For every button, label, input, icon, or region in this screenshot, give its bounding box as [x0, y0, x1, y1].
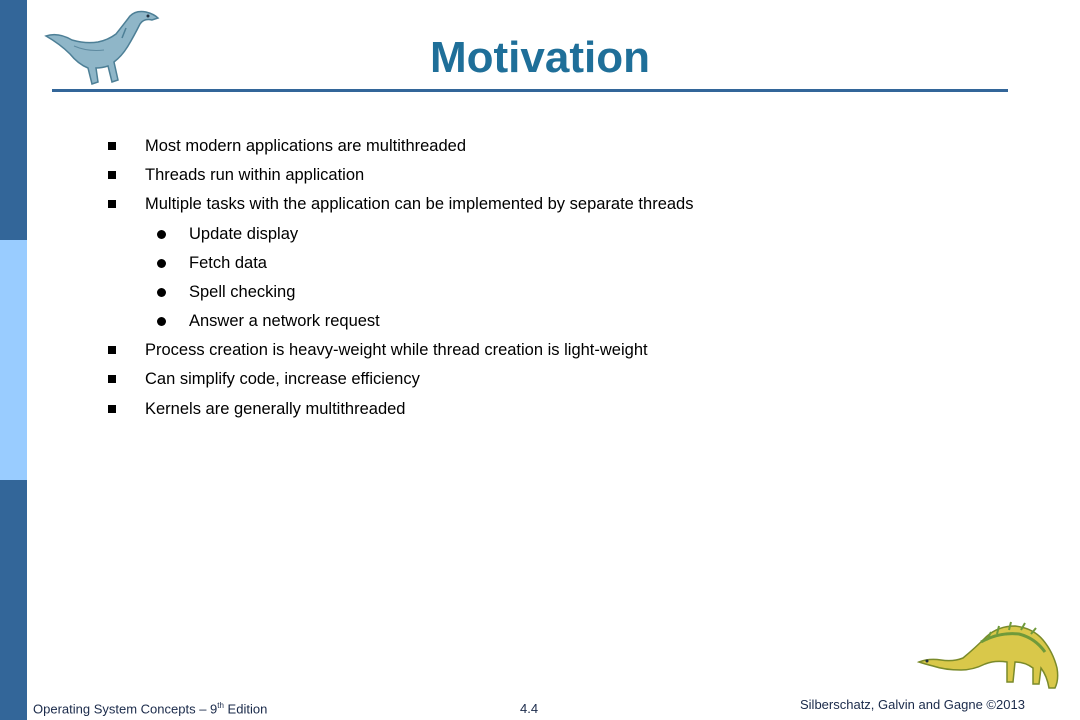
bullet-item — [145, 194, 693, 214]
sub-bullet-text: Fetch data — [189, 254, 267, 272]
bullet-text: Most modern applications are multithreaded — [145, 137, 467, 155]
title-divider — [52, 89, 1008, 92]
bullet-text: Kernels are generally multithreaded — [145, 400, 406, 418]
bullet-text: Multiple tasks with the application can be implemented by separate threads — [145, 195, 694, 213]
round-bullet-icon — [157, 288, 166, 297]
slide-title: Motivation — [430, 33, 650, 82]
sub-bullet-text: Update display — [189, 225, 299, 243]
footer-book-prefix: Operating System Concepts – 9 — [33, 701, 218, 717]
round-bullet-icon — [157, 230, 166, 239]
square-bullet-icon — [108, 405, 116, 413]
bullet-item — [145, 165, 364, 185]
square-bullet-icon — [108, 142, 116, 150]
sub-bullet-item — [189, 253, 267, 273]
sub-bullet-item — [189, 282, 295, 302]
bullet-text: Threads run within application — [145, 166, 365, 184]
footer-copyright: Silberschatz, Galvin and Gagne ©2013 — [800, 697, 1025, 712]
bullet-item — [145, 369, 420, 389]
square-bullet-icon — [108, 200, 116, 208]
square-bullet-icon — [108, 375, 116, 383]
square-bullet-icon — [108, 171, 116, 179]
dinosaur-logo-bottom-icon — [915, 618, 1065, 692]
left-band-bottom — [0, 480, 27, 720]
sub-bullet-item — [189, 311, 380, 331]
bullet-item — [145, 340, 648, 360]
left-band-top — [0, 0, 27, 240]
round-bullet-icon — [157, 317, 166, 326]
bullet-text: Process creation is heavy-weight while thread creation is light-weight — [145, 341, 648, 359]
bullet-text: Can simplify code, increase efficiency — [145, 370, 420, 388]
sub-bullet-text: Answer a network request — [189, 312, 380, 330]
sub-bullet-text: Spell checking — [189, 283, 296, 301]
footer-book-suffix: Edition — [223, 701, 268, 717]
bullet-item — [145, 136, 466, 156]
footer-book-title — [33, 701, 267, 716]
footer-book-sup: th — [217, 701, 224, 710]
square-bullet-icon — [108, 346, 116, 354]
dinosaur-logo-top-icon — [38, 6, 163, 90]
footer-page-number: 4.4 — [520, 701, 539, 716]
bullet-item — [145, 399, 405, 419]
sub-bullet-item — [189, 224, 298, 244]
round-bullet-icon — [157, 259, 166, 268]
left-band-middle — [0, 240, 27, 480]
